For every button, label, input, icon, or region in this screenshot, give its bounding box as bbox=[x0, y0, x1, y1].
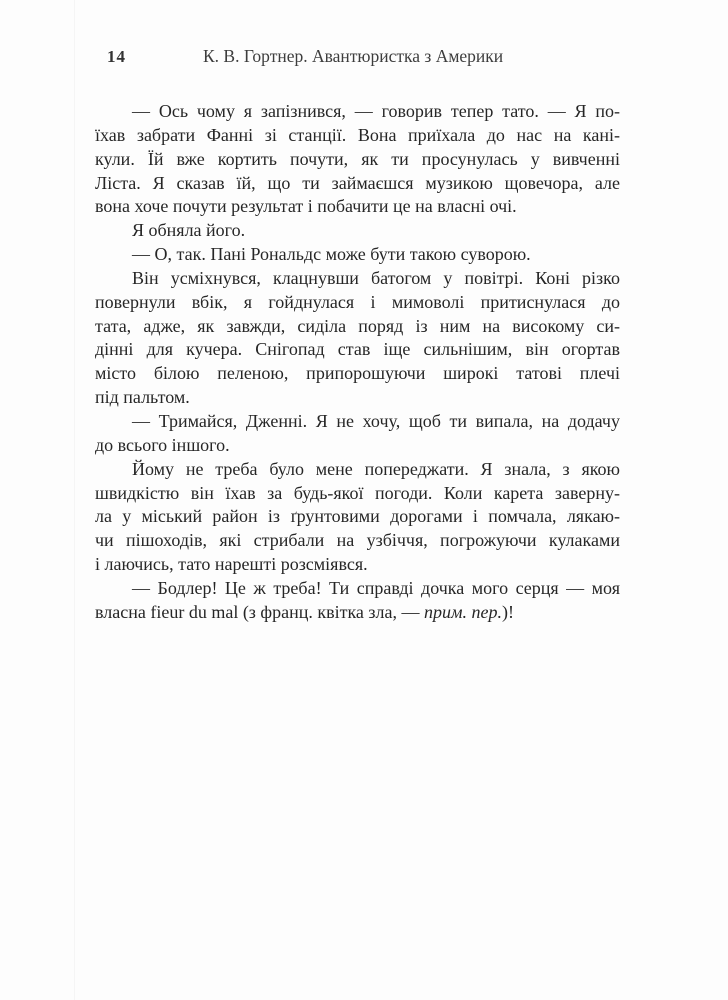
text-segment: )! bbox=[501, 601, 514, 622]
text-segment: — О, так. Пані Рональдс може бути такою суворою. bbox=[132, 244, 531, 265]
text-segment: їхав забрати Фанні зі станції. Вона приїхала до нас на кані- bbox=[95, 124, 620, 145]
page-number: 14 bbox=[107, 47, 126, 66]
text-line bbox=[95, 315, 620, 339]
text-line bbox=[95, 505, 620, 529]
text-line bbox=[95, 362, 620, 386]
text-segment: Я обняла його. bbox=[132, 220, 246, 241]
paragraph bbox=[95, 219, 620, 243]
text-segment: і лаючись, тато нарешті розсміявся. bbox=[95, 554, 368, 575]
text-line bbox=[95, 267, 620, 291]
paragraph bbox=[95, 100, 620, 219]
text-line bbox=[95, 291, 620, 315]
paragraph bbox=[95, 458, 620, 577]
scan-edge-artifact bbox=[74, 0, 75, 1000]
paragraph bbox=[95, 243, 620, 267]
text-line bbox=[95, 195, 620, 219]
running-head: К. В. Гортнер. Авантюристка з Америки bbox=[203, 46, 504, 66]
text-line bbox=[95, 243, 620, 267]
text-line bbox=[95, 553, 620, 577]
text-segment: — Бодлер! Це ж треба! Ти справді дочка мого серця — моя bbox=[132, 577, 620, 598]
text-line bbox=[95, 148, 620, 172]
text-segment: повернули вбік, я гойднулася і мимоволі притиснулася до bbox=[95, 291, 620, 312]
text-segment: Він усміхнувся, клацнувши батогом у повітрі. Коні різко bbox=[132, 267, 620, 288]
text-segment: тата, адже, як завжди, сиділа поряд із ним на високому си- bbox=[95, 315, 620, 336]
text-line bbox=[95, 458, 620, 482]
text-segment: чи пішоходів, які стрибали на узбіччя, погрожуючи кулаками bbox=[95, 530, 620, 551]
text-line bbox=[95, 434, 620, 458]
text-line bbox=[95, 172, 620, 196]
text-line bbox=[95, 386, 620, 410]
text-line bbox=[95, 124, 620, 148]
text-segment: Йому не треба було мене попереджати. Я знала, з якою bbox=[132, 458, 620, 479]
text-line bbox=[95, 410, 620, 434]
text-line bbox=[95, 529, 620, 553]
text-line bbox=[95, 219, 620, 243]
text-segment: місто білою пеленою, припорошуючи широкі татові плечі bbox=[95, 363, 620, 384]
text-segment: Ліста. Я сказав їй, що ти займаєшся музикою щовечора, але bbox=[95, 172, 620, 193]
text-segment: кули. Їй вже кортить почути, як ти просунулась у вивченні bbox=[95, 148, 620, 169]
text-segment: під пальтом. bbox=[95, 387, 190, 408]
text-segment: до всього іншого. bbox=[95, 434, 230, 455]
text-segment: дінні для кучера. Снігопад став іще сильнішим, він огортав bbox=[95, 339, 620, 360]
paragraph bbox=[95, 410, 620, 458]
text-line bbox=[95, 482, 620, 506]
text-block bbox=[95, 100, 620, 625]
translator-note-italic: прим. пер. bbox=[424, 601, 502, 622]
text-line bbox=[95, 601, 620, 625]
text-segment: — Ось чому я запізнився, — говорив тепер тато. — Я по- bbox=[132, 101, 620, 121]
page-header bbox=[0, 46, 728, 68]
text-segment: ла у міський район із ґрунтовими дорогами і помчала, лякаю- bbox=[95, 506, 620, 527]
text-segment: — Тримайся, Дженні. Я не хочу, щоб ти випала, на додачу bbox=[132, 410, 620, 431]
text-line bbox=[95, 100, 620, 124]
paragraph bbox=[95, 577, 620, 625]
text-segment: швидкістю він їхав за будь-якої погоди. Коли карета заверну- bbox=[95, 482, 620, 503]
text-segment: власна fieur du mal (з франц. квітка зла, — bbox=[95, 601, 424, 622]
paragraph bbox=[95, 267, 620, 410]
text-line bbox=[95, 577, 620, 601]
text-line bbox=[95, 338, 620, 362]
text-segment: вона хоче почути результат і побачити це на власні очі. bbox=[95, 196, 517, 217]
